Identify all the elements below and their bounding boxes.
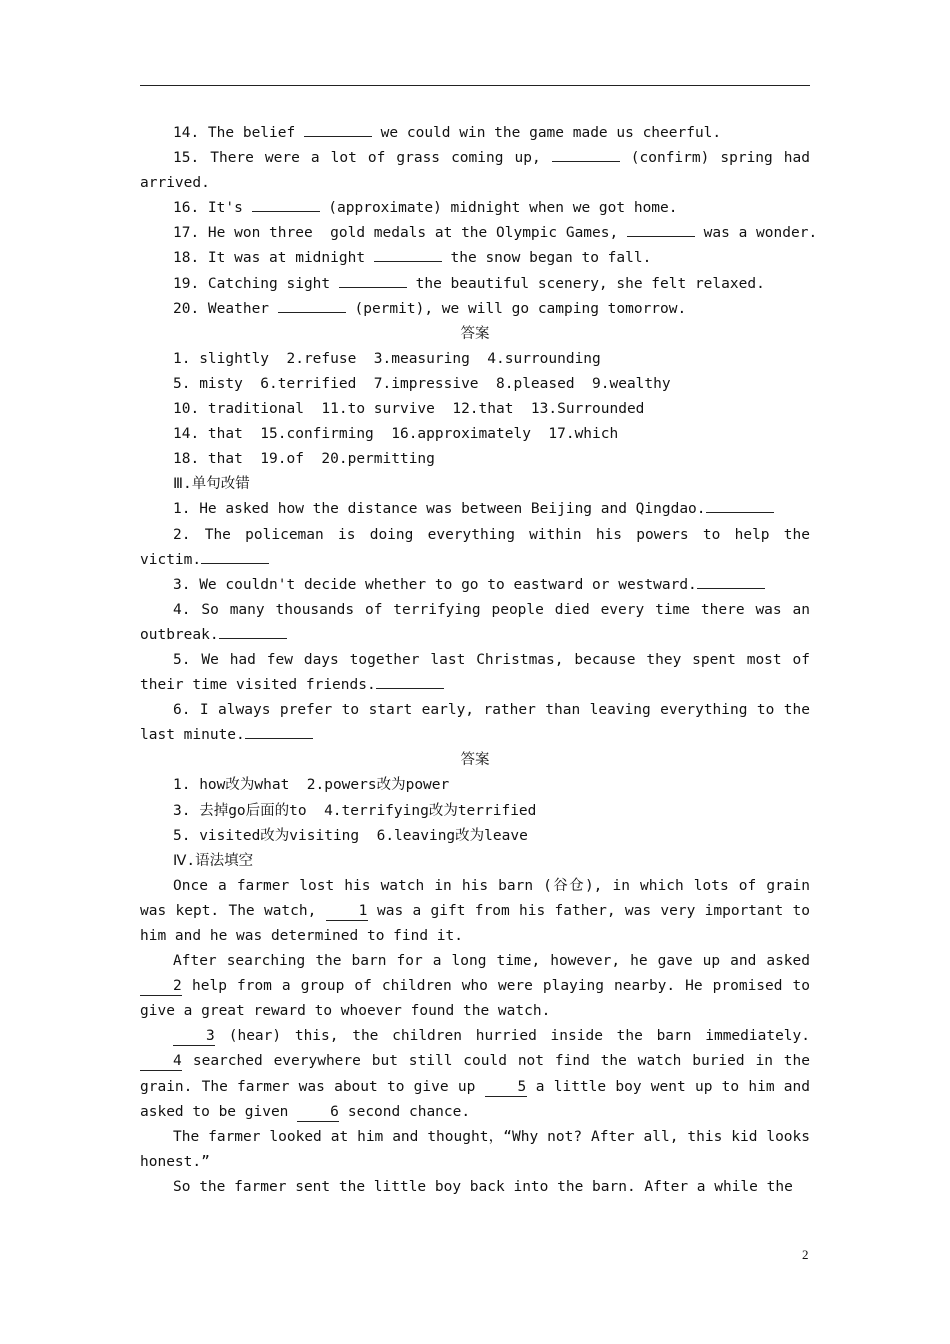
- correction-item: [140, 497, 810, 522]
- answers-heading: 答案: [460, 752, 490, 769]
- answer-row: 5. misty 6.terrified 7.impressive 8.pleased 9.wealthy: [173, 375, 671, 392]
- answer-blank: [552, 146, 620, 162]
- correction-item: [140, 598, 810, 648]
- answer-blank: [304, 121, 372, 137]
- item-text: 2. The policeman is doing everything within his powers to help the victim.: [140, 526, 810, 568]
- question-text: (permit), we will go camping tomorrow.: [345, 300, 687, 317]
- answer-row: 14. that 15.confirming 16.approximately 17.which: [173, 426, 619, 443]
- question-18: [140, 246, 810, 271]
- correction-item: [140, 648, 810, 698]
- passage-text: a little boy went up to him and asked to be given: [140, 1078, 810, 1120]
- item-text: 5. We had few days together last Christmas, because they spent most of their time visited friends.: [140, 651, 810, 694]
- passage-text: After searching the barn for a long time, however, he gave up and asked: [173, 953, 810, 970]
- correction-item: [140, 698, 810, 748]
- section-title: Ⅳ.语法填空: [173, 852, 254, 869]
- question-text: the snow began to fall.: [441, 250, 652, 267]
- passage-text: was a gift from his father, was very important to him and he was determined to find it.: [140, 902, 810, 944]
- answer-blank: [374, 246, 442, 262]
- answers-heading: 答案: [460, 325, 490, 342]
- question-text: (confirm) spring had arrived.: [140, 150, 810, 192]
- answer-blank: [339, 272, 407, 288]
- question-text: 15. There were a lot of grass coming up,: [173, 150, 552, 167]
- question-text: (approximate) midnight when we got home.: [319, 200, 678, 217]
- answer-blank: [706, 497, 774, 513]
- question-19: [140, 272, 810, 297]
- answer-blank: [697, 573, 765, 589]
- question-text: 20. Weather: [173, 300, 278, 317]
- passage-paragraph: [140, 949, 810, 1024]
- gap-number: 4: [140, 1053, 182, 1071]
- passage-paragraph: [140, 874, 810, 949]
- document-body: [140, 121, 818, 1200]
- question-14: [140, 121, 810, 146]
- correction-item: [140, 573, 810, 598]
- question-16: [140, 196, 810, 221]
- question-text: we could win the game made us cheerful.: [371, 125, 722, 141]
- item-text: 6. I always prefer to start early, rather than leaving everything to the last minute.: [140, 702, 810, 744]
- answer-blank: [245, 723, 313, 739]
- header-rule: [140, 85, 810, 86]
- question-20: [140, 297, 810, 322]
- passage-paragraph: So the farmer sent the little boy back into the barn. After a while the: [173, 1178, 793, 1195]
- question-text: the beautiful scenery, she felt relaxed.: [406, 275, 765, 292]
- question-text: 19. Catching sight: [173, 275, 339, 292]
- answer-row: 18. that 19.of 20.permitting: [173, 451, 435, 468]
- answer-blank: [627, 221, 695, 237]
- question-text: 14. The belief: [173, 125, 304, 141]
- answer-blank: [201, 548, 269, 564]
- answer-row: 3. 去掉go后面的to 4.terrifying改为terrified: [173, 802, 537, 819]
- item-text: 4. So many thousands of terrifying people died every time there was an outbreak.: [140, 601, 810, 643]
- passage-paragraph: The farmer looked at him and thought，“Why not? After all, this kid looks honest.”: [140, 1128, 810, 1170]
- gap-number: 3: [173, 1028, 215, 1046]
- passage-text: (hear) this, the children hurried inside the barn immediately.: [215, 1028, 810, 1045]
- answer-row: 5. visited改为visiting 6.leaving改为leave: [173, 827, 528, 844]
- gap-number: 5: [485, 1079, 527, 1097]
- question-text: 18. It was at midnight: [173, 250, 374, 267]
- item-text: 3. We couldn't decide whether to go to eastward or westward.: [173, 576, 697, 593]
- gap-number: 6: [297, 1104, 339, 1122]
- question-text: 16. It's: [173, 200, 252, 217]
- passage-paragraph: [140, 1024, 810, 1124]
- answer-row: 1. slightly 2.refuse 3.measuring 4.surrounding: [173, 350, 601, 367]
- passage-text: searched everywhere but still could not find the watch buried in the grain. The farmer was about to give up: [140, 1053, 810, 1095]
- question-text: 17. He won three gold medals at the Olympic Games,: [173, 225, 627, 242]
- answer-blank: [252, 196, 320, 212]
- answer-row: 1. how改为what 2.powers改为power: [173, 777, 450, 794]
- page-number: 2: [802, 1247, 809, 1262]
- section-title: Ⅲ.单句改错: [173, 476, 250, 493]
- item-text: 1. He asked how the distance was between Beijing and Qingdao.: [173, 501, 706, 518]
- gap-number: 2: [140, 978, 182, 996]
- question-17: [140, 221, 818, 246]
- answer-blank: [219, 623, 287, 639]
- question-15: [140, 146, 810, 196]
- gap-number: 1: [326, 903, 368, 921]
- passage-text: second chance.: [339, 1103, 471, 1120]
- question-text: was a wonder.: [694, 225, 818, 242]
- answer-blank: [376, 673, 444, 689]
- answer-blank: [278, 297, 346, 313]
- correction-item: [140, 523, 810, 573]
- answer-row: 10. traditional 11.to survive 12.that 13.Surrounded: [173, 401, 645, 418]
- passage-text: help from a group of children who were playing nearby. He promised to give a great reward to whoever found the watch.: [140, 978, 810, 1020]
- passage-text: Once a farmer lost his watch in his barn (谷仓), in which lots of grain was kept. The watch,: [140, 877, 810, 919]
